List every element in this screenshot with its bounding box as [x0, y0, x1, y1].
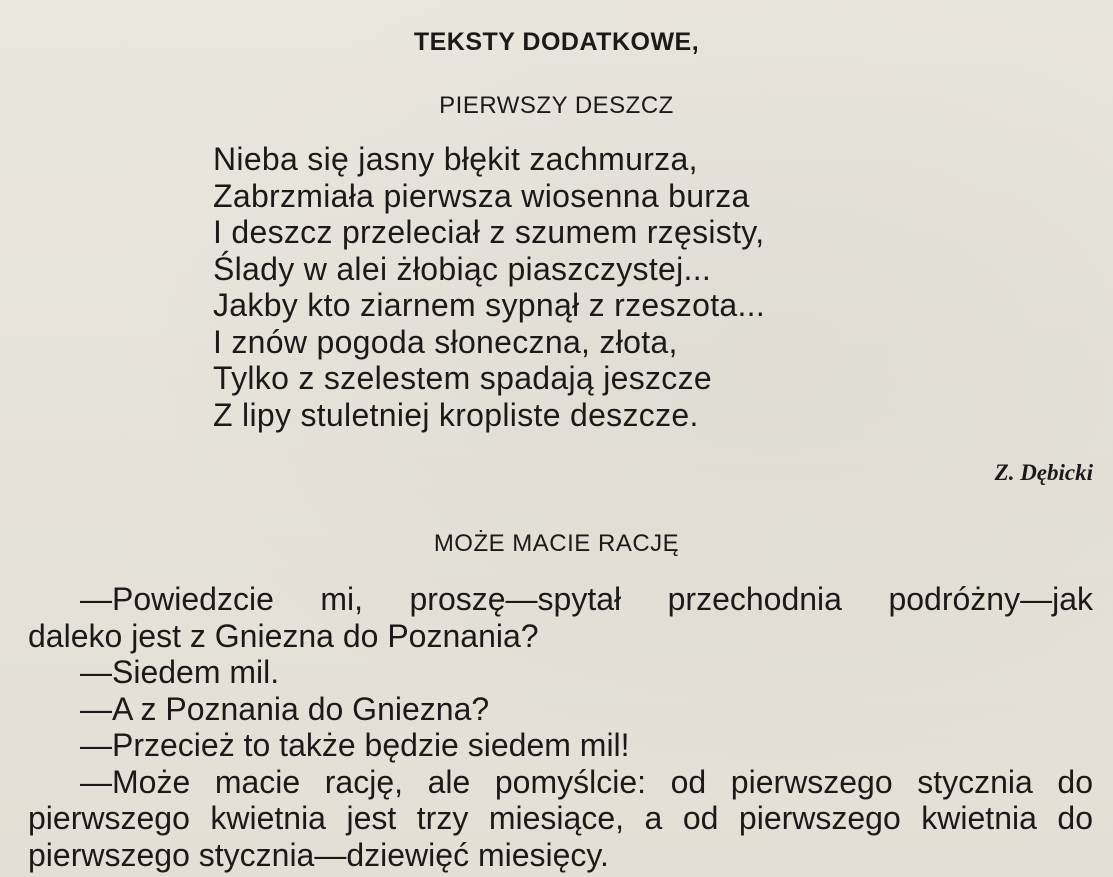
anecdote-body: [28, 581, 1093, 873]
poem-title: PIERWSZY DESZCZ: [439, 92, 674, 119]
poem-author: Z. Dębicki: [994, 460, 1093, 485]
poem-body: [213, 141, 765, 433]
poem-line: Ślady w alei żłobiąc piaszczystej...: [213, 250, 712, 287]
poem-line: Z lipy stuletniej kropliste deszcze.: [213, 396, 699, 433]
poem-line: Zabrzmiała pierwsza wiosenna burza: [213, 177, 750, 214]
anecdote-line: daleko jest z Gniezna do Poznania?: [28, 617, 539, 654]
anecdote-line: —A z Poznania do Gniezna?: [80, 690, 490, 727]
anecdote-line: —Może macie rację, ale pomyślcie: od pierwszego stycznia do: [80, 763, 1093, 800]
anecdote-line: —Powiedzcie mi, proszę—spytał przechodnia podróżny—jak: [80, 581, 1093, 617]
anecdote-line: —Siedem mil.: [80, 654, 280, 690]
anecdote-line: —Przecież to także będzie siedem mil!: [80, 727, 630, 763]
anecdote-title: MOŻE MACIE RACJĘ: [433, 530, 680, 557]
poem-line: I deszcz przeleciał z szumem rzęsisty,: [213, 214, 765, 250]
poem-line: I znów pogoda słoneczna, złota,: [213, 323, 678, 360]
poem-line: Jakby kto ziarnem sypnął z rzeszota...: [213, 287, 766, 323]
poem-line: Nieba się jasny błękit zachmurza,: [213, 141, 698, 177]
anecdote-line: pierwszego kwietnia jest trzy miesiące, a od pierwszego kwietnia do: [28, 800, 1093, 836]
anecdote-line: pierwszego stycznia—dziewięć miesięcy.: [28, 836, 609, 873]
poem-line: Tylko z szelestem spadają jeszcze: [213, 360, 712, 396]
main-heading: TEKSTY DODATKOWE,: [413, 28, 700, 56]
